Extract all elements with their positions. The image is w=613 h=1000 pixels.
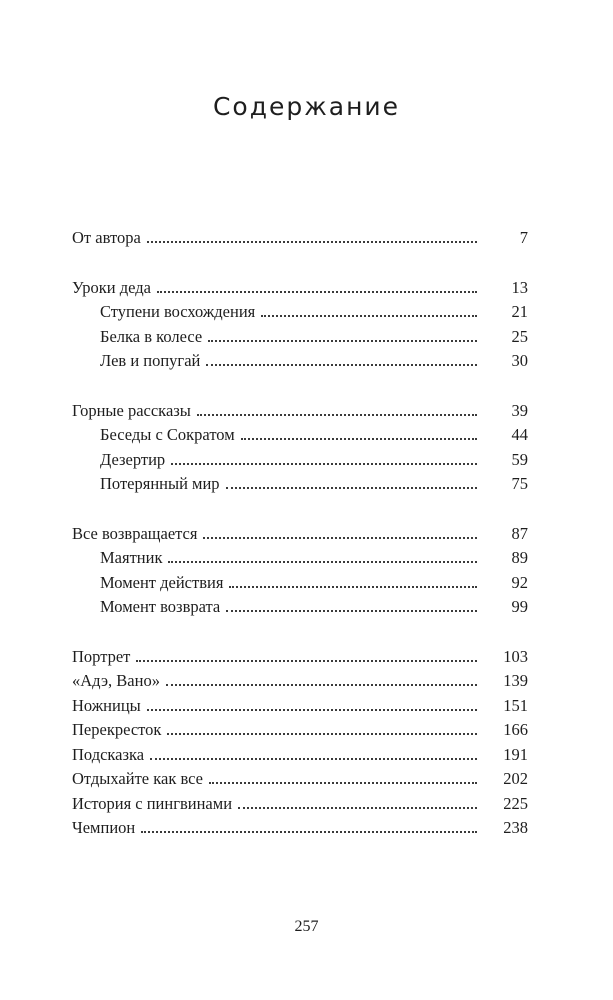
toc-entry-page: 59: [511, 449, 528, 469]
toc-entry-title: Уроки деда: [72, 277, 151, 297]
toc-entry-title: «Адэ, Вано»: [72, 671, 160, 690]
toc-entry-title: Лев и попугай: [100, 351, 201, 370]
dot-leader: [147, 241, 477, 243]
toc-entry-page: 30: [511, 351, 528, 370]
dot-leader: [261, 315, 477, 317]
toc-entry-title: Ступени восхождения: [100, 302, 256, 321]
toc-entry-title: Маятник: [100, 548, 163, 567]
dot-leader: [147, 709, 477, 711]
toc-group: [72, 645, 528, 841]
toc-entry-page: 75: [511, 474, 528, 493]
toc-entry: [72, 694, 528, 719]
page-number: 257: [294, 918, 319, 935]
toc-entry-page: 87: [511, 523, 528, 543]
toc-entry-page: 92: [511, 572, 528, 592]
toc-entry-page: 89: [511, 548, 528, 567]
dot-leader: [168, 561, 477, 563]
toc-entry-title: От автора: [72, 228, 141, 247]
toc-subentry: [72, 595, 528, 620]
toc-entry: [72, 226, 528, 251]
toc-entry-title: Перекресток: [72, 720, 162, 739]
toc-entry-page: 7: [519, 228, 528, 247]
toc-subentry: [72, 448, 528, 473]
dot-leader: [208, 340, 477, 342]
dot-leader: [206, 364, 477, 366]
toc-entry-title: Отдыхайте как все: [72, 769, 204, 788]
toc-subentry: [72, 423, 528, 448]
dot-leader: [241, 438, 477, 440]
toc-entry-page: 21: [511, 302, 528, 321]
toc-entry-page: 202: [503, 769, 528, 788]
toc-entry: [72, 718, 528, 743]
dot-leader: [229, 586, 477, 588]
toc-entry-page: 25: [511, 326, 528, 346]
dot-leader: [197, 414, 477, 416]
toc-group: [72, 276, 528, 374]
toc-group: [72, 226, 528, 251]
toc-entry-page: 191: [503, 744, 528, 764]
toc-entry-page: 99: [511, 597, 528, 616]
toc-entry-title: Чемпион: [72, 818, 136, 837]
toc-subentry: [72, 472, 528, 497]
dot-leader: [238, 807, 477, 809]
dot-leader: [171, 463, 477, 465]
toc-entry-page: 238: [503, 818, 528, 837]
dot-leader: [226, 610, 477, 612]
toc-entry-title: Момент возврата: [100, 597, 221, 616]
toc-entry: [72, 276, 528, 301]
toc-entry-title: Подсказка: [72, 744, 145, 764]
toc-entry-page: 139: [503, 671, 528, 690]
toc-entry-page: 103: [503, 646, 528, 666]
toc-entry: [72, 767, 528, 792]
toc-entry: [72, 816, 528, 841]
toc-subentry: [72, 349, 528, 374]
toc-entry: [72, 669, 528, 694]
toc-entry-title: История с пингвинами: [72, 793, 233, 813]
dot-leader: [150, 758, 477, 760]
toc-entry-title: Беседы с Сократом: [100, 425, 235, 444]
toc-entry-title: Горные рассказы: [72, 400, 191, 420]
toc-entry: [72, 522, 528, 547]
toc-entry: [72, 792, 528, 817]
toc-group: [72, 522, 528, 620]
toc-entry-page: 44: [511, 425, 528, 444]
table-of-contents: [72, 226, 528, 866]
dot-leader: [203, 537, 477, 539]
dot-leader: [141, 831, 477, 833]
toc-entry: [72, 743, 528, 768]
page-title: Содержание: [212, 92, 401, 121]
toc-subentry: [72, 300, 528, 325]
toc-subentry: [72, 546, 528, 571]
toc-entry-title: Белка в колесе: [100, 326, 203, 346]
dot-leader: [157, 291, 477, 293]
dot-leader: [209, 782, 477, 784]
dot-leader: [167, 733, 477, 735]
toc-entry-title: Все возвращается: [72, 523, 198, 543]
toc-entry: [72, 399, 528, 424]
toc-entry-title: Портрет: [72, 646, 131, 666]
toc-entry-page: 151: [503, 695, 528, 715]
dot-leader: [166, 684, 477, 686]
dot-leader: [136, 660, 477, 662]
toc-group: [72, 399, 528, 497]
toc-subentry: [72, 325, 528, 350]
toc-entry-page: 13: [511, 277, 528, 297]
toc-entry-title: Ножницы: [72, 695, 141, 715]
toc-subentry: [72, 571, 528, 596]
toc-entry-page: 39: [511, 400, 528, 420]
toc-entry: [72, 645, 528, 670]
dot-leader: [226, 487, 477, 489]
toc-entry-title: Момент действия: [100, 572, 224, 592]
toc-entry-page: 166: [503, 720, 528, 739]
toc-entry-page: 225: [503, 793, 528, 813]
toc-entry-title: Дезертир: [100, 449, 166, 469]
toc-entry-title: Потерянный мир: [100, 474, 220, 493]
